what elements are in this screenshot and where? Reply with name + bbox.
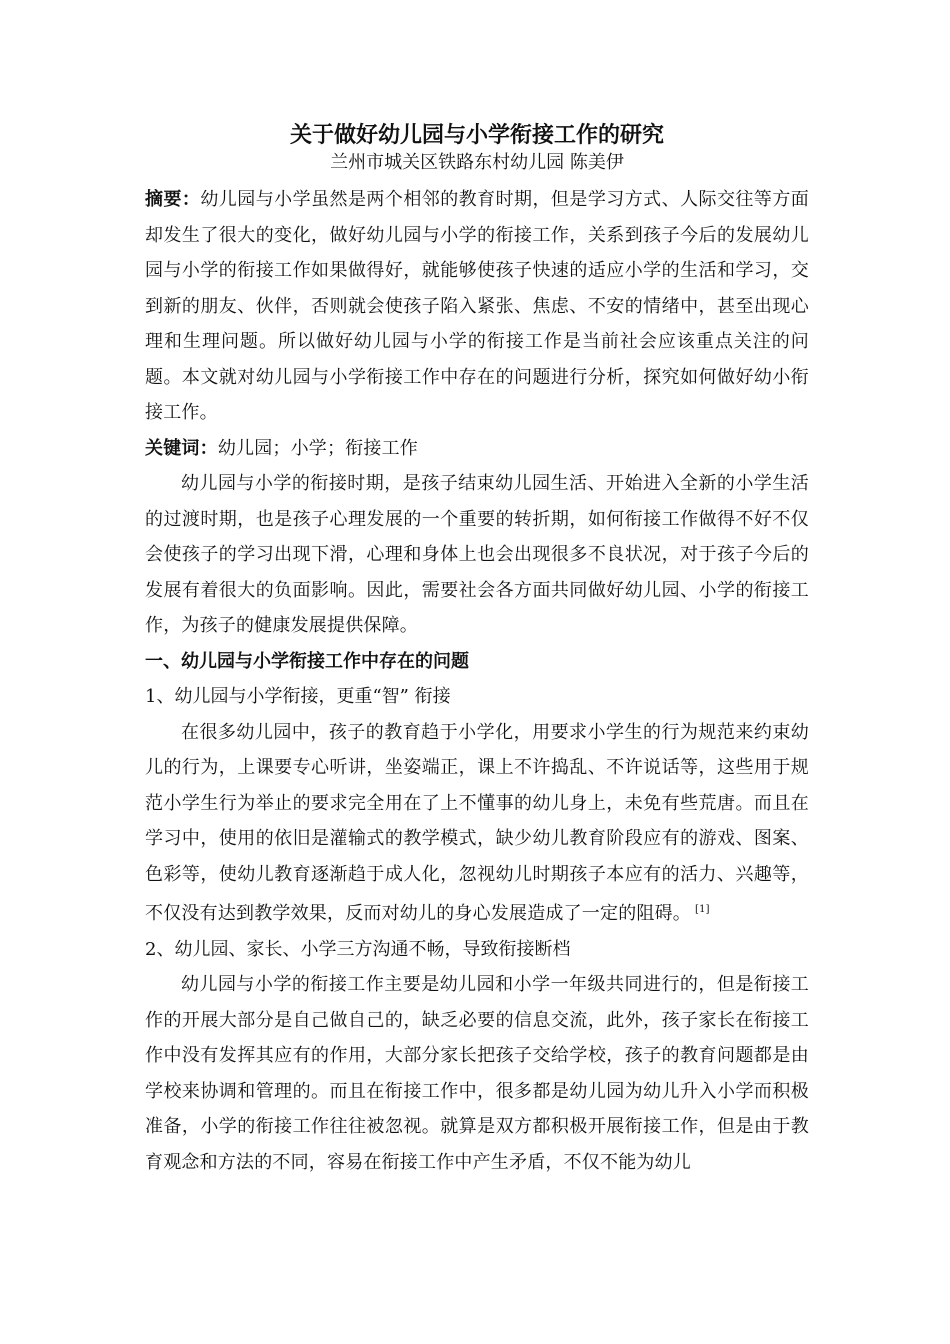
section-heading: 一、幼儿园与小学衔接工作中存在的问题 [145, 650, 469, 672]
reference-marker: [1] [695, 904, 710, 915]
author-line: 兰州市城关区铁路东村幼儿园 陈美伊 [330, 152, 624, 173]
abstract-text: 幼儿园与小学虽然是两个相邻的教育时期，但是学习方式、人际交往等方面却发生了很大的变化，做好幼儿园与小学的衔接工作，关系到孩子今后的发展幼儿园与小学的衔接工作如果做得好，就能够使孩子快速的适应小学的生活和学习，交到新的朋友、伙伴，否则就会使孩子陷入紧张、焦虑、不安的情绪中，甚至出现心理和生理问题。所以做好幼儿园与小学的衔接工作是当前社会应该重点关注的问题。本文就对幼儿园与小学衔接工作中存在的问题进行分析，探究如何做好幼小衔接工作。 [145, 189, 809, 423]
keywords-paragraph [145, 431, 809, 467]
document-page [145, 120, 809, 1180]
subsection-paragraph-1 [145, 715, 809, 932]
subsection-heading-2: 2、幼儿园、家长、小学三方沟通不畅，导致衔接断档 [145, 938, 571, 960]
subsection-heading-1: 1、幼儿园与小学衔接，更重“智” 衔接 [145, 686, 451, 707]
abstract-paragraph [145, 182, 809, 431]
intro-paragraph: 幼儿园与小学的衔接时期，是孩子结束幼儿园生活、开始进入全新的小学生活的过渡时期，也是孩子心理发展的一个重要的转折期，如何衔接工作做得不好不仅会使孩子的学习出现下滑，心理和身体上也会出现很多不良状况，对于孩子今后的发展有着很大的负面影响。因此，需要社会各方面共同做好幼儿园、小学的衔接工作，为孩子的健康发展提供保障。 [145, 473, 809, 636]
keywords-label: 关键词： [145, 437, 218, 459]
subsection-paragraph-2: 幼儿园与小学的衔接工作主要是幼儿园和小学一年级共同进行的，但是衔接工作的开展大部分是自己做自己的，缺乏必要的信息交流，此外，孩子家长在衔接工作中没有发挥其应有的作用，大部分家长把孩子交给学校，孩子的教育问题都是由学校来协调和管理的。而且在衔接工作中，很多都是幼儿园为幼儿升入小学而积极准备，小学的衔接工作往往被忽视。就算是双方都积极开展衔接工作，但是由于教育观念和方法的不同，容易在衔接工作中产生矛盾，不仅不能为幼儿 [145, 974, 809, 1173]
keywords-text: 幼儿园；小学；衔接工作 [217, 437, 419, 459]
subsection-text-1: 在很多幼儿园中，孩子的教育趋于小学化，用要求小学生的行为规范来约束幼儿的行为，上课要专心听讲，坐姿端正，课上不许捣乱、不许说话等，这些用于规范小学生行为举止的要求完全用在了上不懂事的幼儿身上，未免有些荒唐。而且在学习中，使用的依旧是灌输式的教学模式，缺少幼儿教育阶段应有的游戏、图案、色彩等，使幼儿教育逐渐趋于成人化，忽视幼儿时期孩子本应有的活力、兴趣等，不仅没有达到教学效果，反而对幼儿的身心发展造成了一定的阻碍。 [145, 721, 809, 924]
document-title: 关于做好幼儿园与小学衔接工作的研究 [289, 122, 664, 148]
abstract-label: 摘要： [145, 189, 201, 210]
